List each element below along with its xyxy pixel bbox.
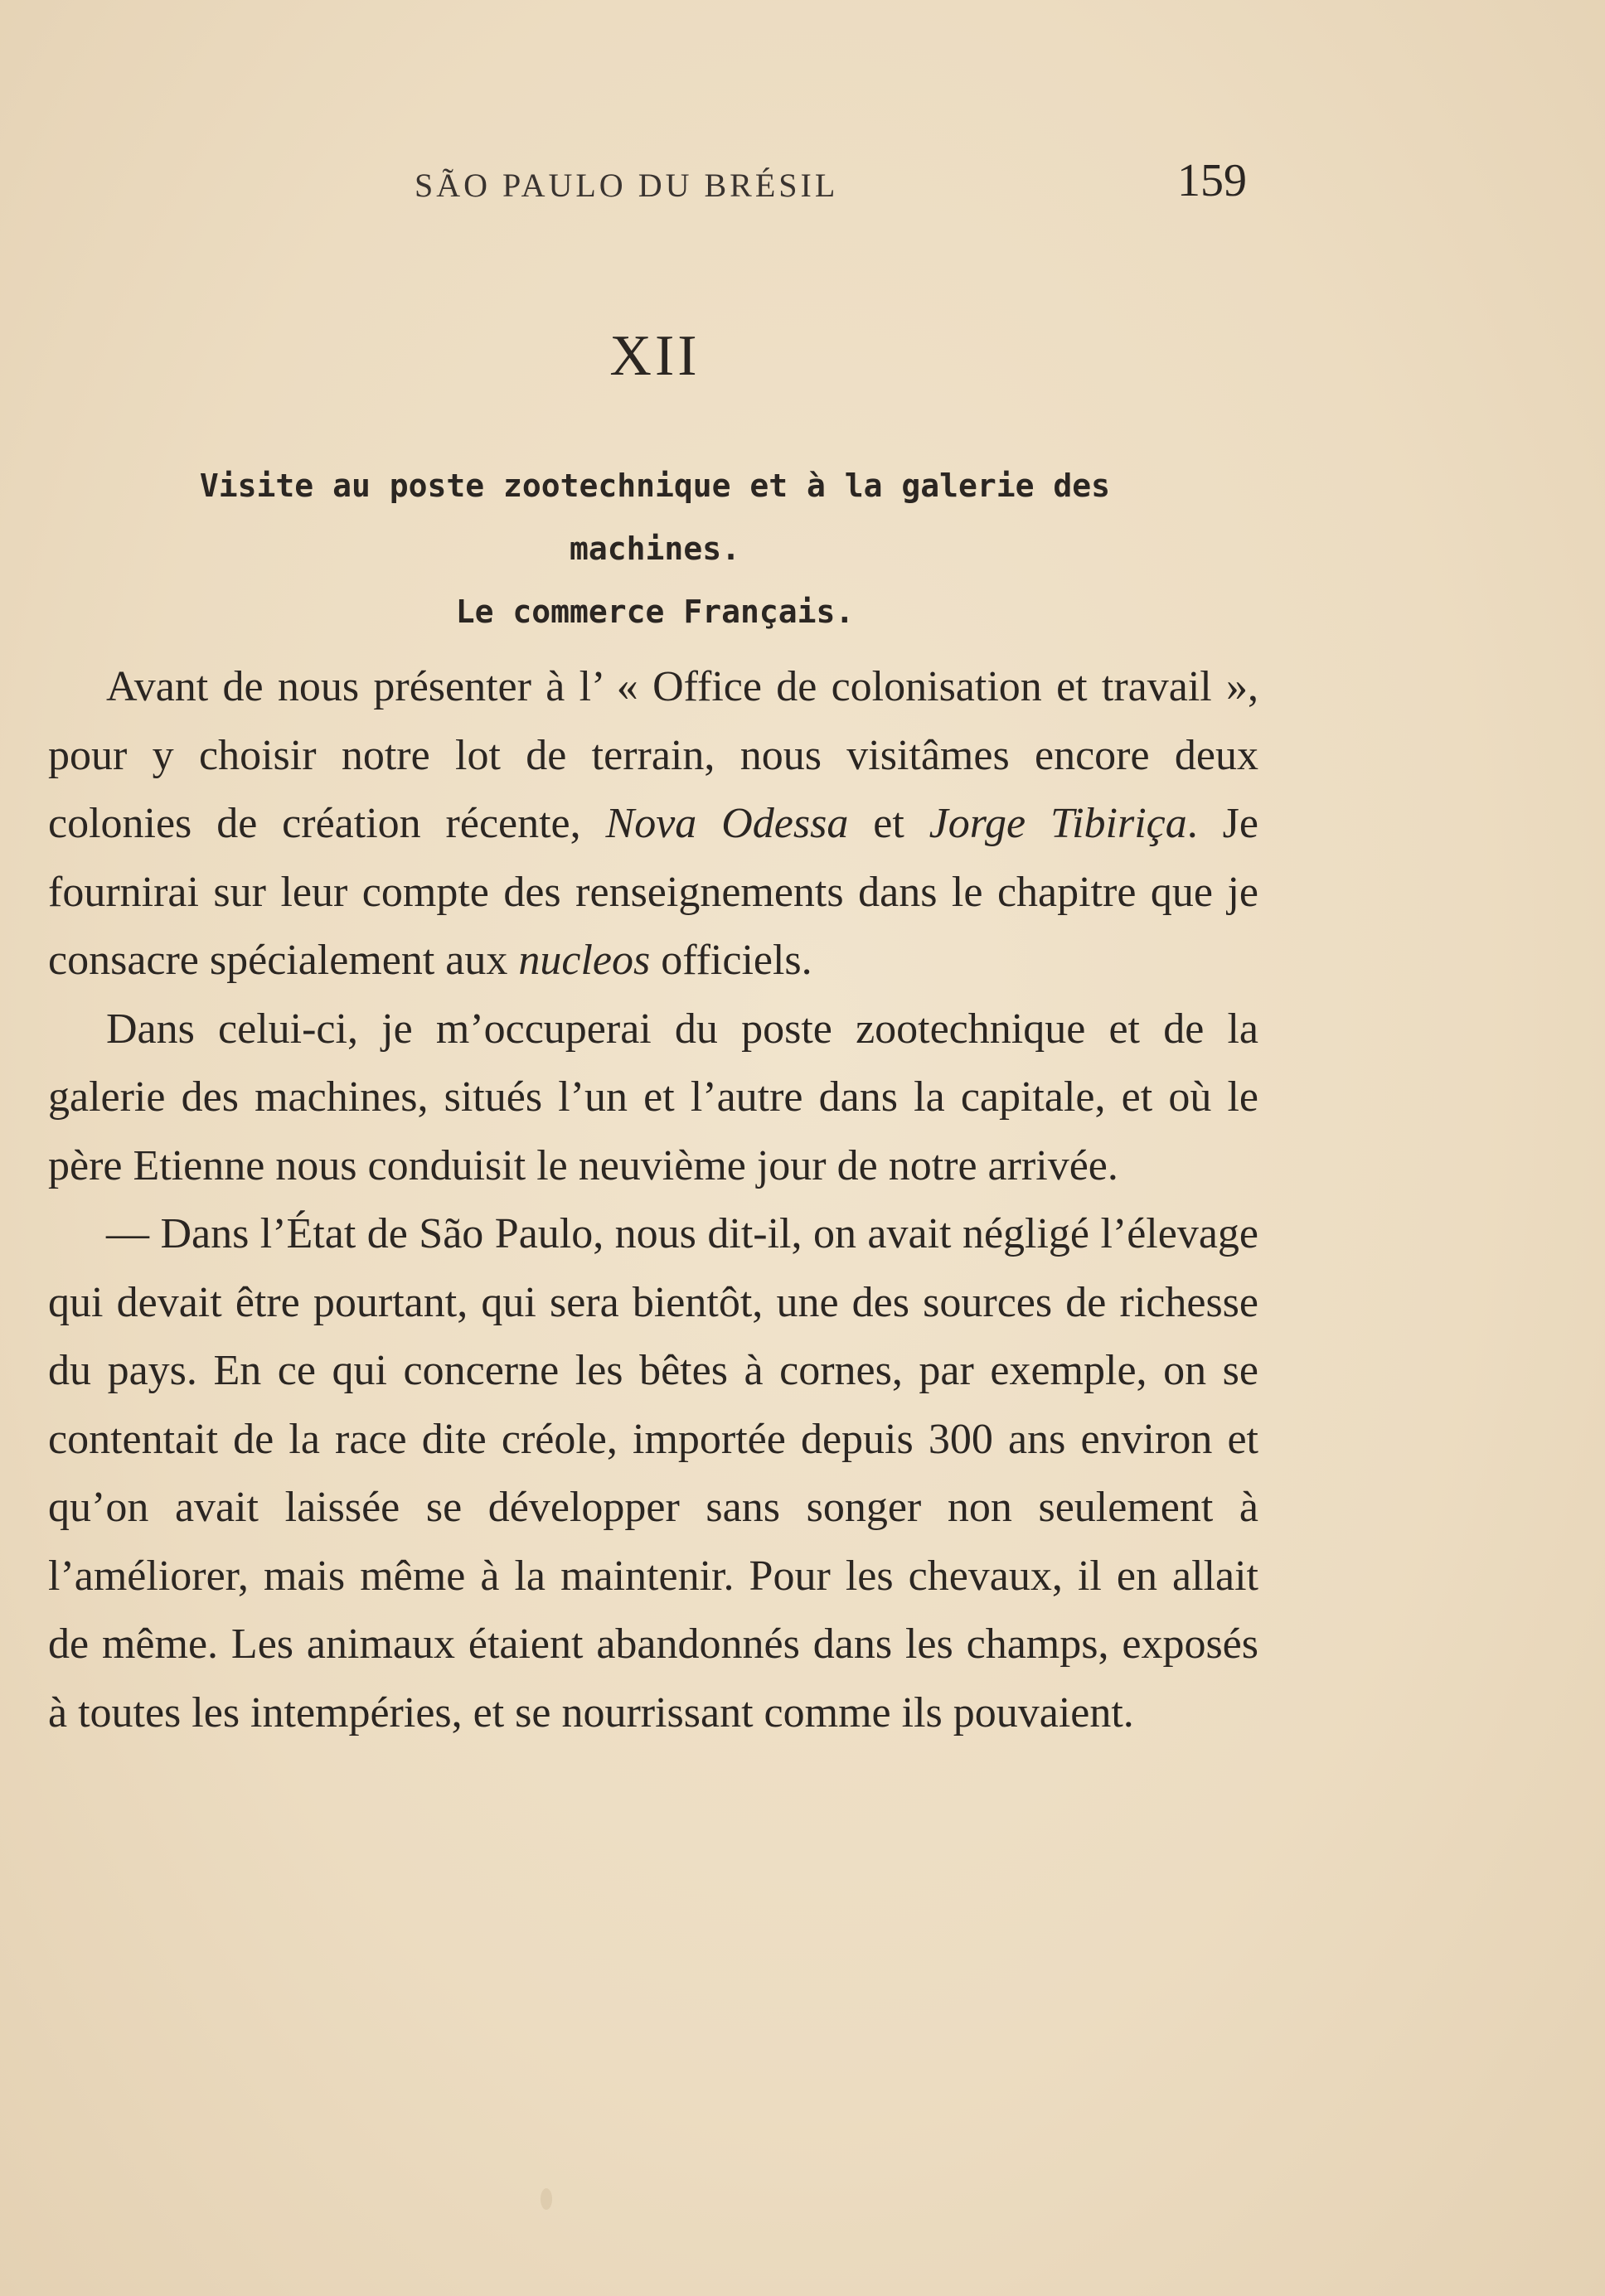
italic-jorge-tibirica: Jorge Tibiriça (929, 800, 1187, 847)
paragraph-1-part-c: et (848, 800, 929, 847)
chapter-number: XII (609, 324, 701, 388)
paragraph-1-part-e: . Je fournirai sur leur compte des renseignements dans le chapitre que je consacre spécialement aux (48, 800, 1258, 984)
italic-nucleos: nucleos (518, 937, 651, 984)
page-number: 159 (1177, 155, 1247, 206)
chapter-title-line-2: Le commerce Français. (455, 593, 855, 630)
body-text (48, 653, 1258, 1747)
paper-stain (541, 2188, 552, 2210)
italic-nova-odessa: Nova Odessa (605, 800, 849, 847)
paragraph-2: Dans celui-ci, je m’occuperai du poste zootechnique et de la galerie des machines, situés l’un et l’autre dans la capitale, et où le père Etienne nous conduisit le neuvième jour de notre arrivée. (48, 1005, 1258, 1189)
running-head: SÃO PAULO DU BRÉSIL (415, 167, 839, 204)
paragraph-3: — Dans l’État de São Paulo, nous dit-il, on avait négligé l’élevage qui devait être pourtant, qui sera bientôt, une des sources de richesse du pays. En ce qui concerne les bêtes à cornes, par exemple, on se contentait de la race dite créole, importée depuis 300 ans environ et qu’on avait laissée se développer sans songer non seulement à l’améliorer, mais même à la maintenir. Pour les chevaux, il en allait de même. Les animaux étaient abandonnés dans les champs, exposés à toutes les intempéries, et se nourrissant comme ils pouvaient. (48, 1210, 1258, 1737)
chapter-title (116, 454, 1194, 643)
paragraph-1-part-a: Avant de nous présenter à l’ « Office de colonisation et travail », pour y choisir notre lot de terrain, nous visitâmes encore deux colonies de création récente, (48, 663, 1258, 847)
paragraph-1-part-g: officiels. (650, 937, 812, 984)
paragraph-1 (48, 653, 1258, 995)
chapter-title-line-1: Visite au poste zootechnique et à la galerie des machines. (199, 467, 1111, 567)
